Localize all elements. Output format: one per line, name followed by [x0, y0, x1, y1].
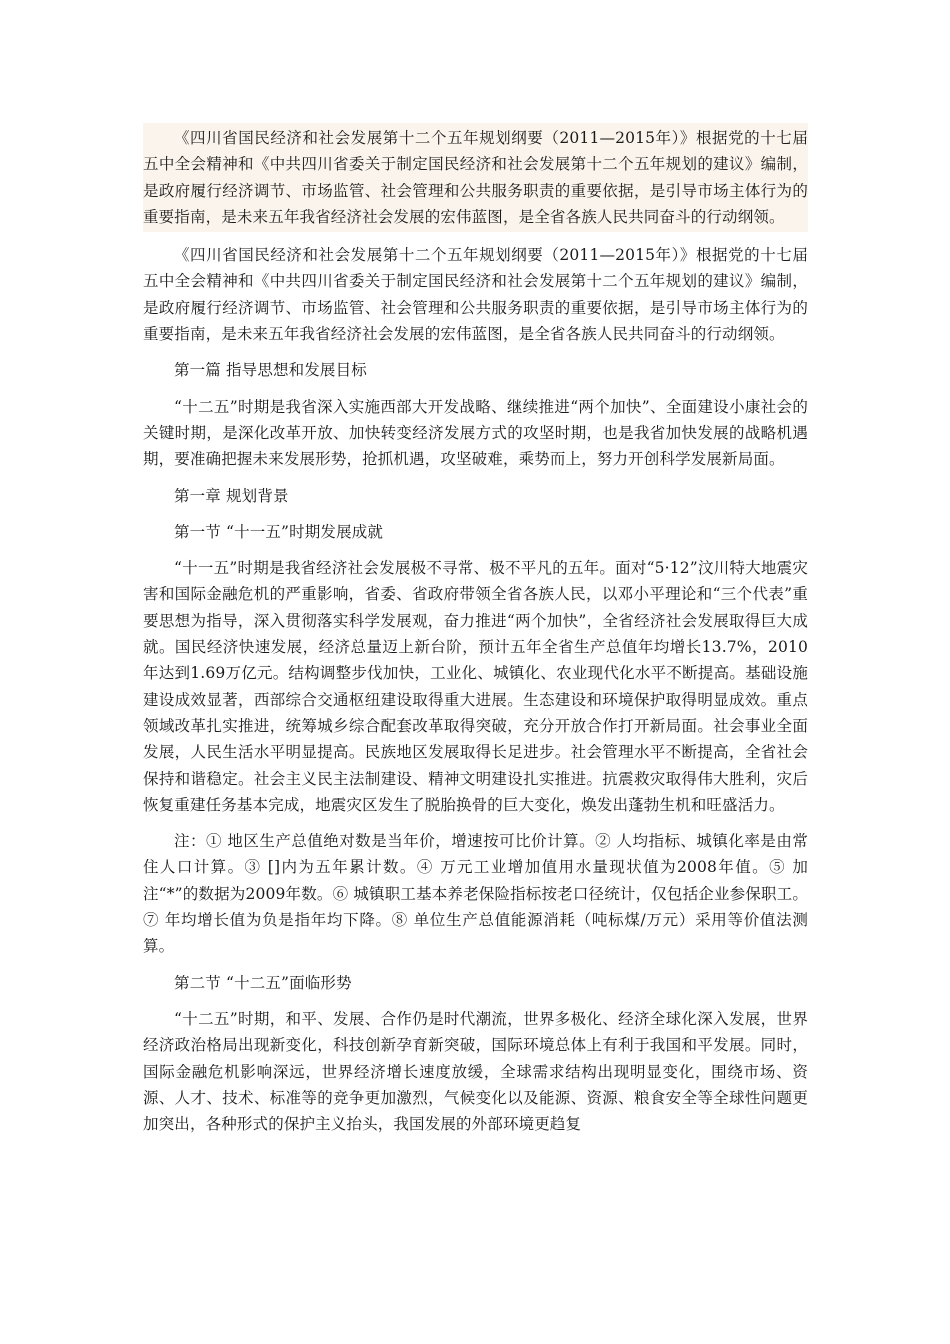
intro-paragraph-highlighted: 《四川省国民经济和社会发展第十二个五年规划纲要（2011—2015年）》根据党的十七届五中全会精神和《中共四川省委关于制定国民经济和社会发展第十二个五年规划的建议》编制，是政府履行经济调节、市场监管、社会管理和公共服务职责的重要依据，是引导市场主体行为的重要指南，是未来五年我省经济社会发展的宏伟蓝图，是全省各族人民共同奋斗的行动纲领。 — [143, 123, 808, 232]
section-2-heading: 第二节 “十二五”面临形势 — [174, 973, 352, 992]
part-1-paragraph: “十二五”时期是我省深入实施西部大开发战略、继续推进“两个加快”、全面建设小康社会的关键时期，是深化改革开放、加快转变经济发展方式的攻坚时期，也是我省加快发展的战略机遇期，要准确把握未来发展形势，抢抓机遇，攻坚破难，乘势而上，努力开创科学发展新局面。 — [143, 397, 808, 469]
section-1-heading: 第一节 “十一五”时期发展成就 — [174, 522, 384, 541]
section-1-paragraph: “十一五”时期是我省经济社会发展极不寻常、极不平凡的五年。面对“5·12”汶川特大地震灾害和国际金融危机的严重影响，省委、省政府带领全省各族人民，以邓小平理论和“三个代表”重要思想为指导，深入贯彻落实科学发展观，奋力推进“两个加快”，全省经济社会发展取得巨大成就。国民经济快速发展，经济总量迈上新台阶，预计五年全省生产总值年均增长13.7%，2010年达到1.69万亿元。结构调整步伐加快，工业化、城镇化、农业现代化水平不断提高。基础设施建设成效显著，西部综合交通枢纽建设取得重大进展。生态建设和环境保护取得明显成效。重点领域改革扎实推进，统筹城乡综合配套改革取得突破，充分开放合作打开新局面。社会事业全面发展，人民生活水平明显提高。民族地区发展取得长足进步。社会管理水平不断提高，全省社会保持和谐稳定。社会主义民主法制建设、精神文明建设扎实推进。抗震救灾取得伟大胜利，灾后恢复重建任务基本完成，地震灾区发生了脱胎换骨的巨大变化，焕发出蓬勃生机和旺盛活力。 — [143, 559, 808, 814]
document-page — [143, 123, 808, 1147]
chapter-1-heading: 第一章 规划背景 — [174, 486, 289, 505]
notes-paragraph: 注：① 地区生产总值绝对数是当年价，增速按可比价计算。② 人均指标、城镇化率是由常住人口计算。③ []内为五年累计数。④ 万元工业增加值用水量现状值为2008年值。⑤ 加注“*”的数据为2009年数。⑥ 城镇职工基本养老保险指标按老口径统计，仅包括企业参保职工。⑦ 年均增长值为负是指年均下降。⑧ 单位生产总值能源消耗（吨标煤/万元）采用等价值法测算。 — [143, 832, 808, 956]
section-2-paragraph: “十二五”时期，和平、发展、合作仍是时代潮流，世界多极化、经济全球化深入发展，世界经济政治格局出现新变化，科技创新孕育新突破，国际环境总体上有利于我国和平发展。同时，国际金融危机影响深远，世界经济增长速度放缓，全球需求结构出现明显变化，围绕市场、资源、人才、技术、标准等的竞争更加激烈，气候变化以及能源、资源、粮食安全等全球性问题更加突出，各种形式的保护主义抬头，我国发展的外部环境更趋复 — [143, 1009, 808, 1134]
part-1-heading: 第一篇 指导思想和发展目标 — [174, 361, 367, 380]
intro-paragraph: 《四川省国民经济和社会发展第十二个五年规划纲要（2011—2015年）》根据党的十七届五中全会精神和《中共四川省委关于制定国民经济和社会发展第十二个五年规划的建议》编制，是政府履行经济调节、市场监管、社会管理和公共服务职责的重要依据，是引导市场主体行为的重要指南，是未来五年我省经济社会发展的宏伟蓝图，是全省各族人民共同奋斗的行动纲领。 — [143, 246, 808, 344]
